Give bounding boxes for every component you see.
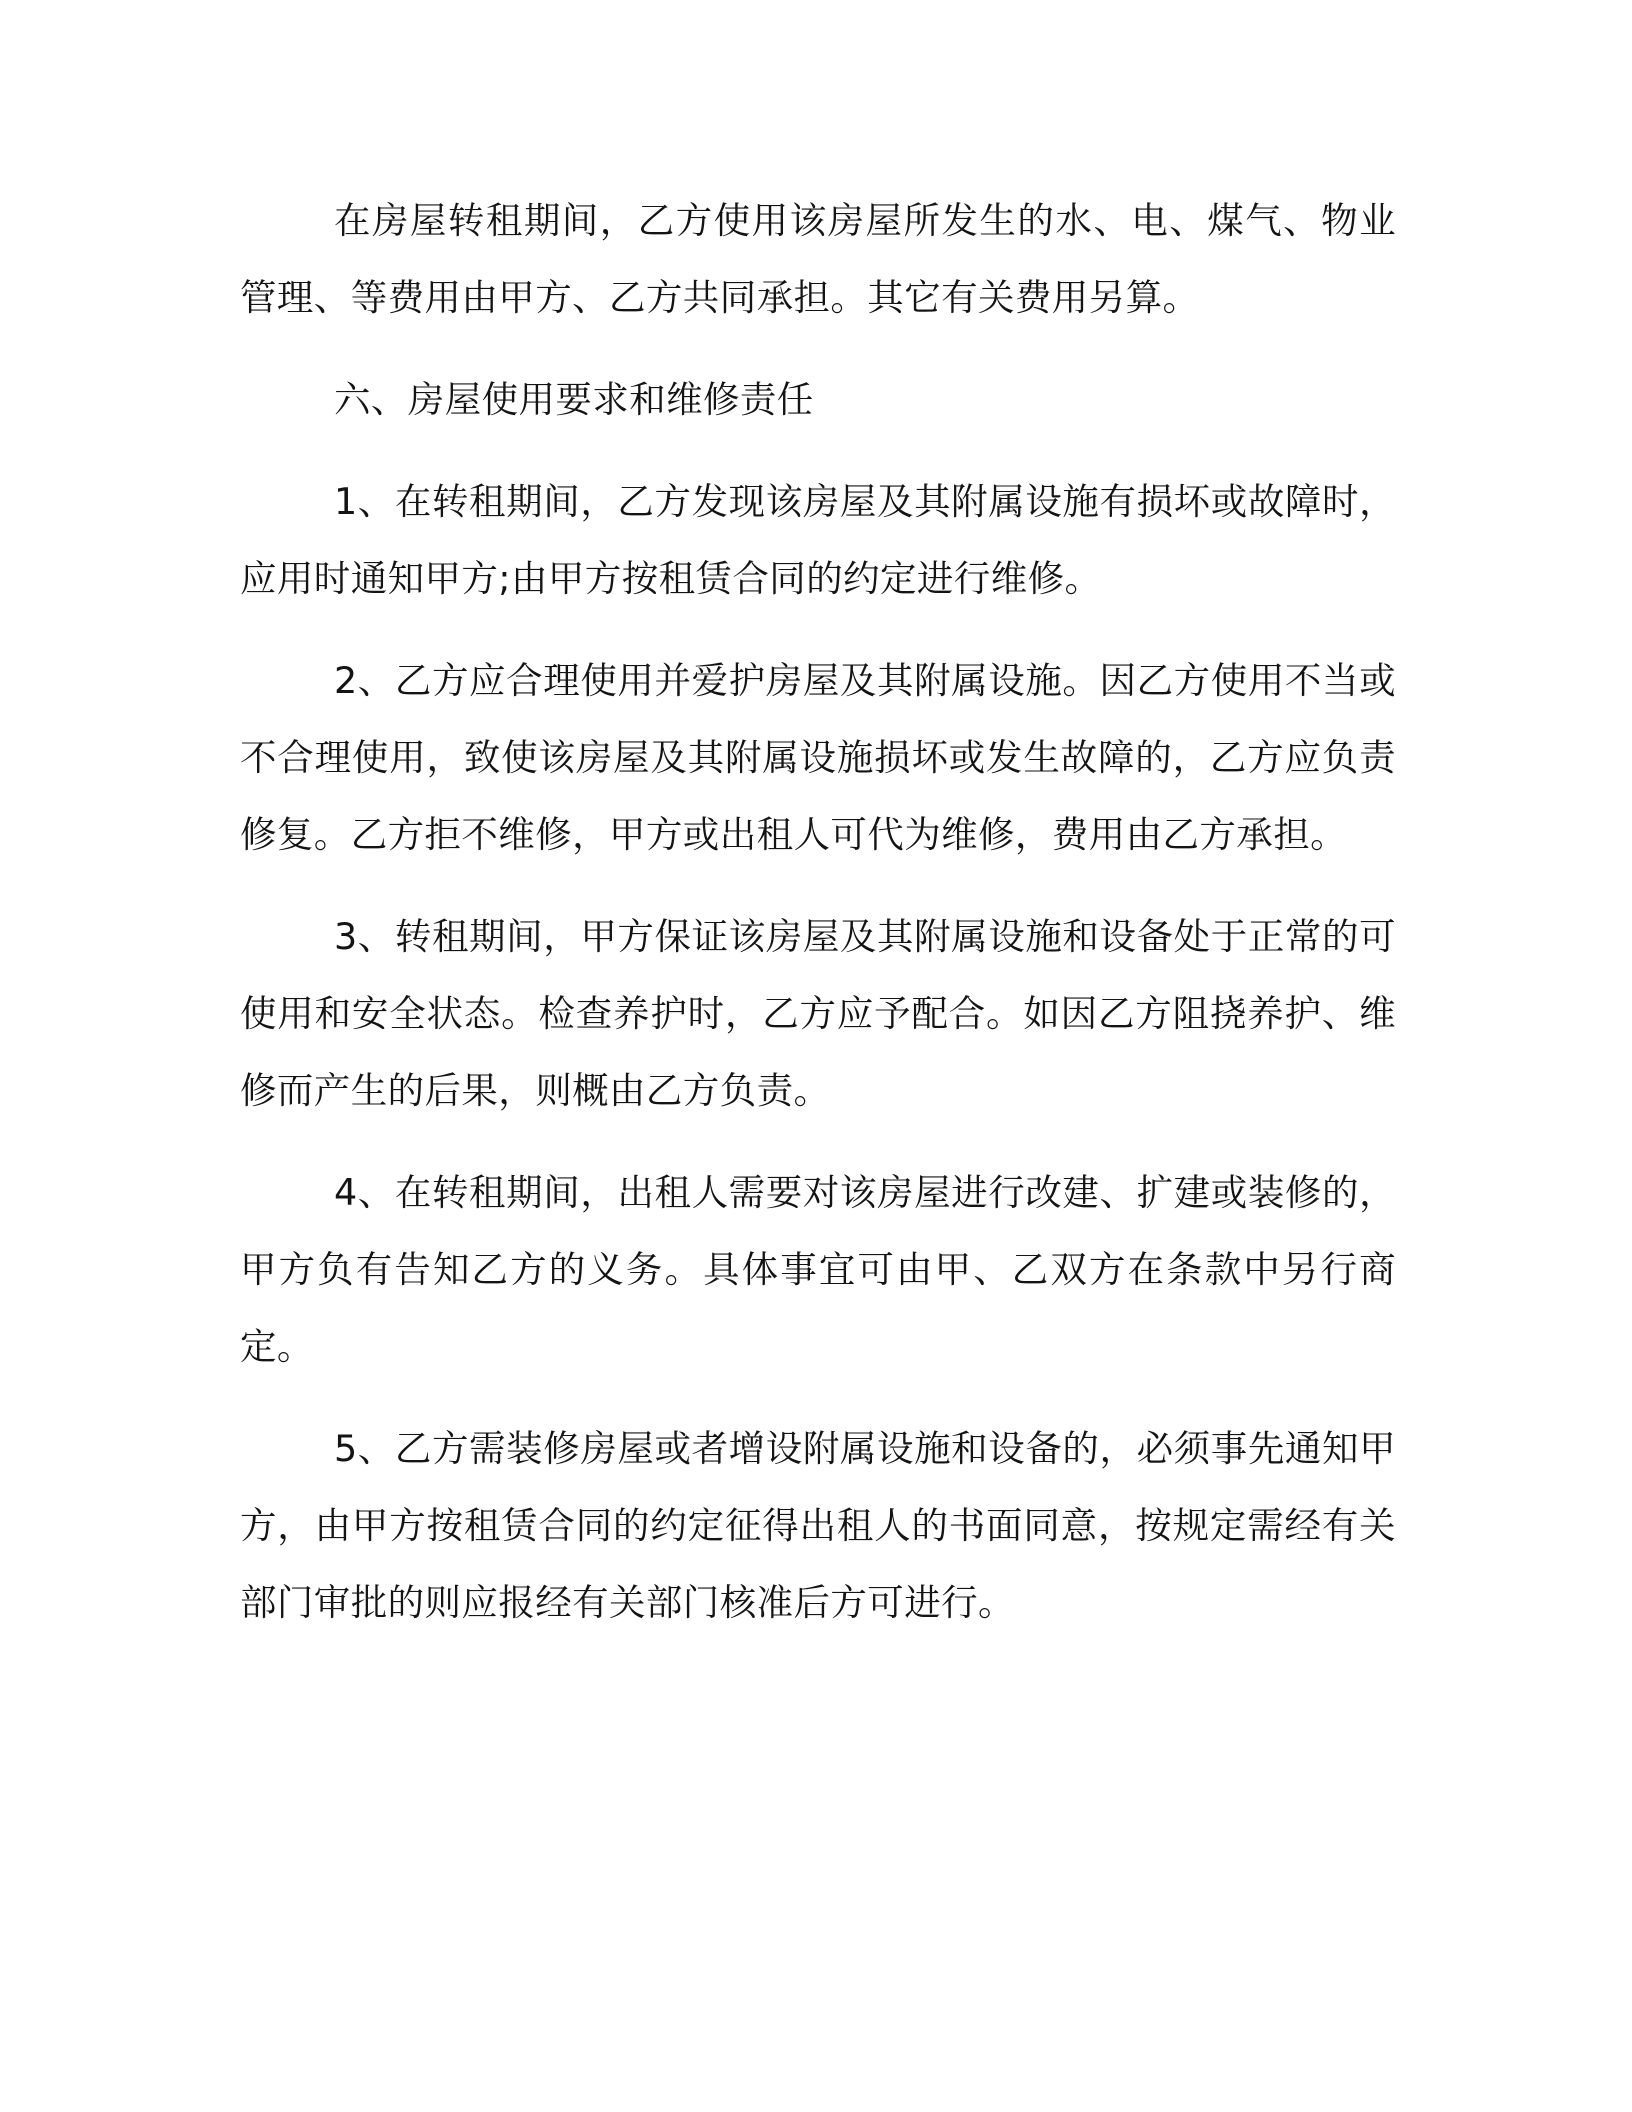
section-heading-usage-and-repair: 六、房屋使用要求和维修责任 xyxy=(334,378,814,421)
document-body xyxy=(240,182,1396,1666)
clause-2: 2、乙方应合理使用并爱护房屋及其附属设施。因乙方使用不当或不合理使用，致使该房屋及其附属设施损坏或发生故障的，乙方应负责修复。乙方拒不维修，甲方或出租人可代为维修，费用由乙方承担。 xyxy=(240,659,1396,856)
clause-3: 3、转租期间，甲方保证该房屋及其附属设施和设备处于正常的可使用和安全状态。检查养护时，乙方应予配合。如因乙方阻挠养护、维修而产生的后果，则概由乙方负责。 xyxy=(240,915,1396,1112)
paragraph-utility-costs: 在房屋转租期间，乙方使用该房屋所发生的水、电、煤气、物业管理、等费用由甲方、乙方共同承担。其它有关费用另算。 xyxy=(240,199,1396,319)
clause-4: 4、在转租期间，出租人需要对该房屋进行改建、扩建或装修的，甲方负有告知乙方的义务。具体事宜可由甲、乙双方在条款中另行商定。 xyxy=(240,1171,1396,1368)
clause-5: 5、乙方需装修房屋或者增设附属设施和设备的，必须事先通知甲方，由甲方按租赁合同的约定征得出租人的书面同意，按规定需经有关部门审批的则应报经有关部门核准后方可进行。 xyxy=(240,1427,1396,1624)
clause-1: 1、在转租期间，乙方发现该房屋及其附属设施有损坏或故障时，应用时通知甲方;由甲方按租赁合同的约定进行维修。 xyxy=(240,480,1396,600)
